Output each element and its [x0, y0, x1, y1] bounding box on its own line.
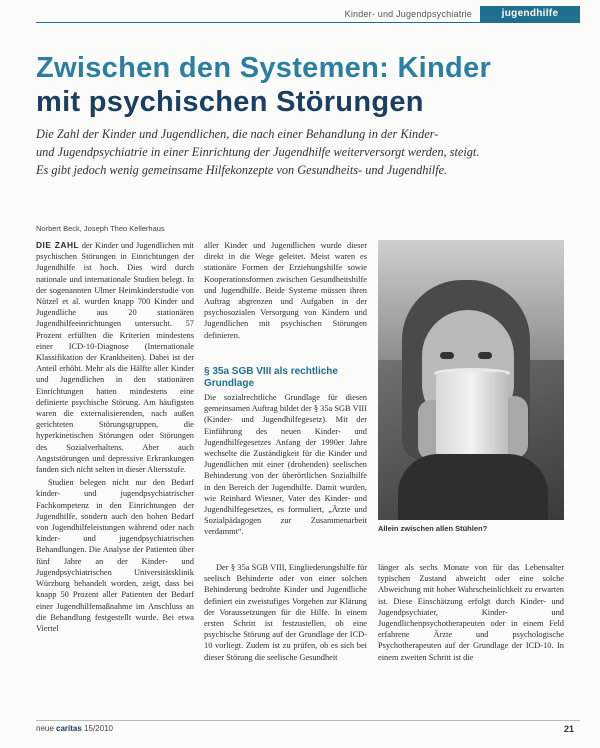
- body-column-2-middle: [204, 392, 367, 558]
- article-title-line1: Zwischen den Systemen: Kinder: [36, 52, 492, 84]
- body-column-1: [36, 240, 194, 708]
- article-authors: Norbert Beck, Joseph Theo Kellerhaus: [36, 224, 165, 233]
- photo-caption: Allein zwischen allen Stühlen?: [378, 524, 488, 533]
- body-paragraph: aller Kinder und Jugendlichen wurde dieser direkt in die Wege geleitet. Meist waren es stationäre Formen der Erziehungshilfe sowie Kooperationsformen zwischen Gesundheitshilfe und Jugendhilfe. Beide Systeme müssen ihren Auftrag abgrenzen und Aufgaben in der psychosozialen Versorgung von Kindern und Jugendlichen mit psychischen Störungen definieren.: [204, 241, 367, 340]
- body-paragraph: Die sozialrechtliche Grundlage für diesen gemeinsamen Auftrag bildet der § 35a SGB VIII (Kinder- und Jugendhilfegesetz). Mit der Einführung des neuen Kinder- und Jugendhilfegesetzes Anfang der 1990er Jahre wechselte die Zuständigkeit für die Kinder und Jugendlichen mit einer (drohenden) seelischen Behinderung von der überörtlichen Sozialhilfe in den Bereich der Jugendhilfe. Damit wurden, wie Reinhard Wiesner, Vater des Kinder- und Jugendhilfegesetzes, es formuliert, „Ärzte und Sozialpädagogen zur Zusammenarbeit verdammt“.: [204, 393, 367, 537]
- body-column-2-bottom: [204, 562, 367, 708]
- footer-rule: [36, 720, 580, 721]
- body-paragraph: länger als sechs Monate von für das Lebensalter typischen Zustand abweicht oder eine solche Abweichung mit hoher Wahrscheinlichkeit zu erwarten ist. Diese Einschätzung erfolgt durch Kinder- und Jugendpsychiater, Kinder- und Jugendlichenpsychotherapeuten oder in einem Feld erfahrene Ärzte und psychologische Psychotherapeuten auf der Grundlage der ICD-10. In einem zweiten Schritt ist die: [378, 563, 564, 662]
- footer-magazine: [36, 724, 113, 733]
- body-paragraph: Der § 35a SGB VIII, Eingliederungshilfe für seelisch Behinderte oder von einer solchen Behinderung bedrohte Kinder und Jugendliche definiert ein zweistufiges Vorgehen zur Klärung der Voraussetzungen für die Hilfe. In einem ersten Schritt ist festzustellen, ob eine psychische Störung auf der Grundlage der ICD-10 vorliegt. Zudem ist zu prüfen, ob es sich bei dieser Störung die seelische Gesundheit: [204, 563, 367, 662]
- article-photo: [378, 240, 564, 520]
- header-rule: [36, 22, 580, 23]
- lead-line: und Jugendpsychiatrie in einer Einrichtung der Jugendhilfe weiterversorgt werden, steigt.: [36, 145, 480, 159]
- paragraph-text: der Kinder und Jugendlichen mit psychischen Störungen in Einrichtungen der Jugendhilfe ist hoch. Dies wird durch nationale und internationale Studien belegt. In der sogenannten Ulmer Heimkinderstudie von Nützel et al. wurden knapp 700 Kinder und Jugendliche aus 20 stationären Jugendhilfeeinrichtungen untersucht. 57 Prozent erfüllten die Kriterien mindestens einer ICD-10-Diagnose (Internationale Klassifikation der Krankheiten). Dabei ist der Anteil erhöht. Mehr als die Hälfte aller Kinder und Jugendlichen in den stationären Einrichtungen hatten mindestens eine definierte psychische Störung. Am häufigsten waren die externalisierenden, nach außen gerichteten Störungsgruppen, die hyperkinetischen Störungen oder Störungen des Sozialverhaltens. Aber auch Angststörungen und depressive Erkrankungen fanden sich nicht selten in dieser Altersstufe.: [36, 241, 194, 475]
- body-paragraph: [36, 240, 194, 475]
- photo-child-eye: [440, 352, 454, 359]
- body-paragraph: Studien belegen nicht nur den Bedarf kinder- und jugendpsychiatrischer Fachkompetenz in den Einrichtungen der Jugendhilfe, sondern auch den hohen Bedarf von Jugendhilfeleistungen während oder nach kinder- und jugendpsychiatrischen Behandlungen. Die Analyse der Patienten über fünf Jahre an der Kinder- und Jugendpsychiatrischen Universitätsklinik Würzburg behandelt worden, zeigt, dass bei knapp 50 Prozent aller Patienten der Bedarf einer Jugendhilfemaßnahme im Anschluss an die Behandlung festgestellt wurde. Bei etwa Viertel: [36, 478, 194, 633]
- photo-child-shirt: [398, 454, 548, 520]
- section-subheading: § 35a SGB VIII als rechtliche Grundlage: [204, 366, 338, 389]
- magazine-issue: 15/2010: [84, 724, 113, 733]
- magazine-prefix: neue: [36, 724, 54, 733]
- lead-line: Es gibt jedoch wenig gemeinsame Hilfekonzepte von Gesundheits- und Jugendhilfe.: [36, 163, 448, 177]
- article-lead: [36, 125, 566, 179]
- lead-line: Die Zahl der Kinder und Jugendlichen, die nach einer Behandlung in der Kinder-: [36, 127, 439, 141]
- page-number: 21: [563, 724, 574, 734]
- body-column-3-bottom: [378, 562, 564, 708]
- article-title-line2: mit psychischen Störungen: [36, 86, 424, 118]
- header-section-label: Kinder- und Jugendpsychiatrie: [344, 9, 472, 19]
- section-badge: jugendhilfe: [480, 6, 580, 22]
- photo-child-eye: [478, 352, 492, 359]
- magazine-brand: caritas: [56, 724, 82, 733]
- body-column-2-top: [204, 240, 367, 363]
- dropcap-text: DIE ZAHL: [36, 240, 80, 250]
- photo-cup: [436, 372, 508, 464]
